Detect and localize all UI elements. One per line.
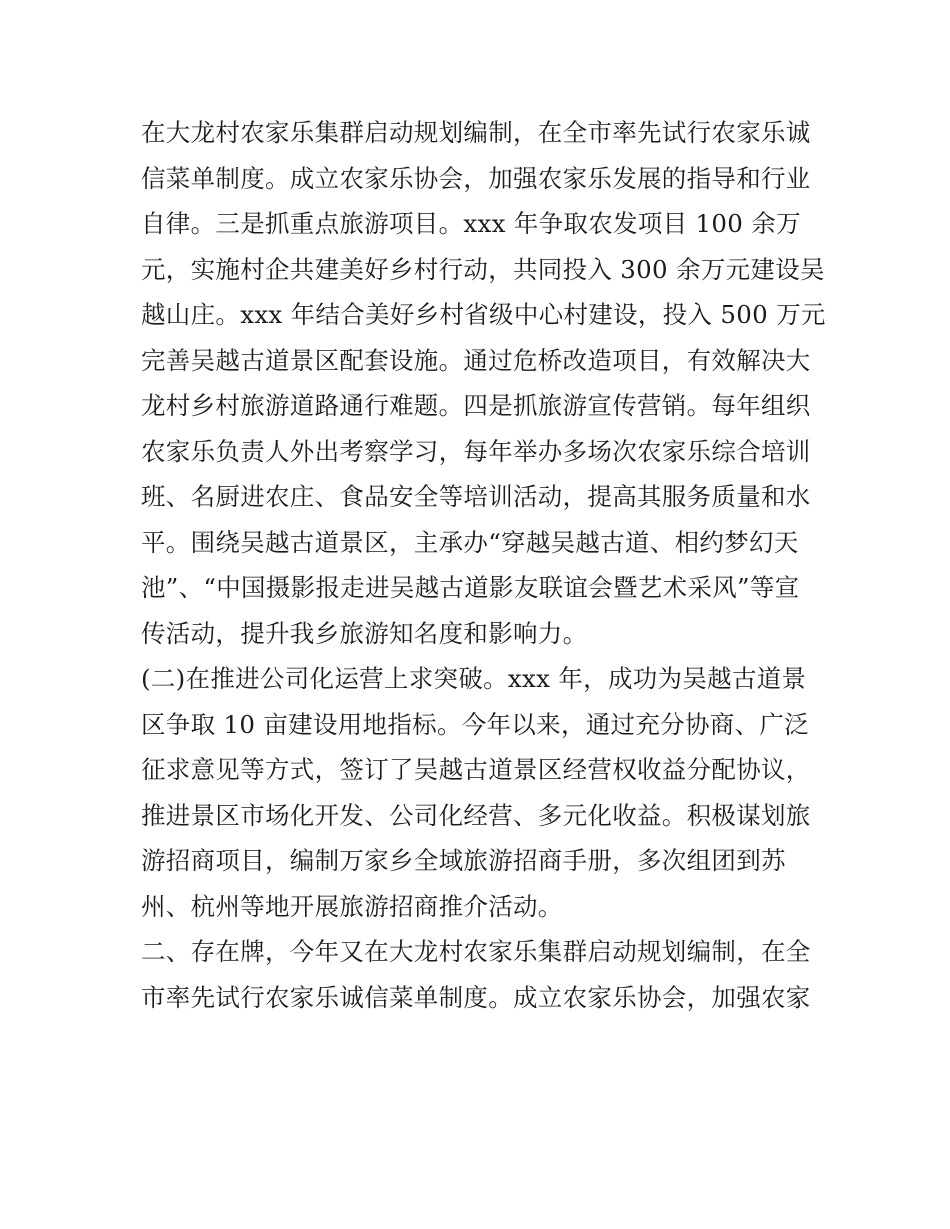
text-line: 班、名厨进农庄、食品安全等培训活动，提高其服务质量和水 — [141, 482, 811, 511]
text-line: 游招商项目，编制万家乡全域旅游招商手册，多次组团到苏 — [141, 846, 786, 875]
body-text — [141, 110, 826, 1020]
text-line: 传活动，提升我乡旅游知名度和影响力。 — [141, 618, 588, 648]
text-line: 自律。三是抓重点旅游项目。xxx 年争取农发项目 100 余万 — [141, 209, 801, 238]
text-line: 信菜单制度。成立农家乐协会，加强农家乐发展的指导和行业 — [141, 163, 811, 193]
text-line: 市率先试行农家乐诚信菜单制度。成立农家乐协会，加强农家 — [141, 982, 811, 1012]
text-line: 元，实施村企共建美好乡村行动，共同投入 300 余万元建设吴 — [141, 254, 825, 284]
text-line: 池”、“中国摄影报走进吴越古道影友联谊会暨艺术采风”等宣 — [141, 573, 800, 602]
text-line: 完善吴越古道景区配套设施。通过危桥改造项目，有效解决大 — [141, 345, 811, 375]
text-line: (二)在推进公司化运营上求突破。xxx 年，成功为吴越古道景 — [141, 664, 807, 693]
text-line: 农家乐负责人外出考察学习，每年举办多场次农家乐综合培训 — [141, 436, 811, 466]
text-line: 征求意见等方式，签订了吴越古道景区经营权收益分配协议， — [141, 755, 811, 784]
text-line: 越山庄。xxx 年结合美好乡村省级中心村建设，投入 500 万元 — [141, 300, 826, 329]
text-line: 区争取 10 亩建设用地指标。今年以来，通过充分协商、广泛 — [141, 709, 809, 739]
text-line: 平。围绕吴越古道景区，主承办“穿越吴越古道、相约梦幻天 — [141, 527, 799, 557]
text-line: 龙村乡村旅游道路通行难题。四是抓旅游宣传营销。每年组织 — [141, 391, 811, 420]
text-line: 推进景区市场化开发、公司化经营、多元化收益。积极谋划旅 — [141, 800, 811, 830]
text-line: 二、存在牌，今年又在大龙村农家乐集群启动规划编制，在全 — [141, 937, 811, 966]
text-line: 州、杭州等地开展旅游招商推介活动。 — [141, 891, 563, 921]
text-line: 在大龙村农家乐集群启动规划编制，在全市率先试行农家乐诚 — [141, 118, 811, 147]
